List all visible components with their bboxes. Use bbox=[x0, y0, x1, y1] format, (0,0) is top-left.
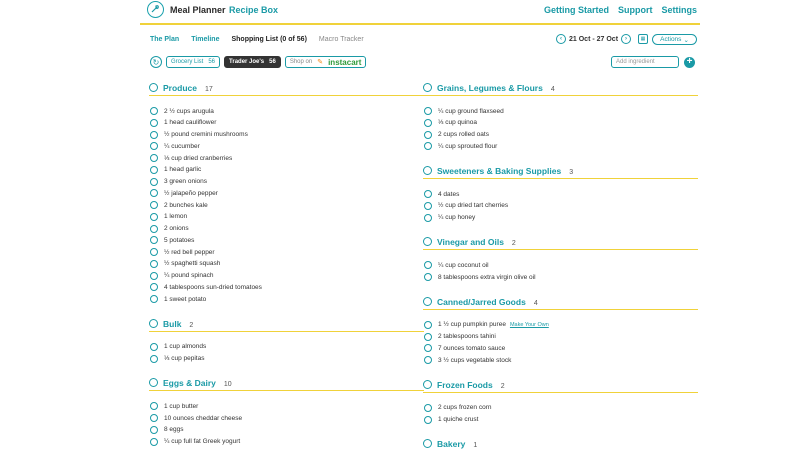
calendar-icon[interactable]: ▦ bbox=[638, 34, 648, 44]
ingredient-text: ¼ cup ground flaxseed bbox=[438, 107, 504, 115]
checkbox-circle-icon[interactable] bbox=[150, 178, 158, 186]
header-divider bbox=[140, 23, 700, 25]
list-item[interactable] bbox=[149, 401, 424, 413]
checkbox-circle-icon[interactable] bbox=[150, 131, 158, 139]
checkbox-circle-icon[interactable] bbox=[150, 402, 158, 410]
category-count: 3 bbox=[569, 169, 574, 176]
category-divider bbox=[423, 95, 698, 96]
checkbox-circle-icon[interactable] bbox=[424, 356, 432, 364]
category-count: 1 bbox=[473, 442, 478, 450]
list-item[interactable] bbox=[423, 118, 698, 130]
checkbox-circle-icon[interactable] bbox=[423, 166, 432, 175]
checkbox-circle-icon[interactable] bbox=[423, 297, 432, 306]
list-item[interactable] bbox=[423, 260, 698, 272]
category-name: Bulk 2 bbox=[163, 318, 194, 329]
ingredient-list bbox=[149, 106, 424, 306]
ingredient-text: 1 head garlic bbox=[164, 166, 202, 174]
category-count: 17 bbox=[205, 86, 213, 93]
list-item[interactable] bbox=[149, 259, 424, 271]
list-item[interactable] bbox=[423, 130, 698, 142]
category-name: Grains, Legumes & Flours 4 bbox=[437, 83, 555, 93]
checkbox-circle-icon[interactable] bbox=[150, 343, 158, 351]
support-link[interactable]: Support bbox=[617, 5, 653, 15]
list-item[interactable] bbox=[149, 235, 424, 247]
shop-on-label: Shop on bbox=[289, 59, 313, 65]
ingredient-list bbox=[423, 320, 698, 367]
checkbox-circle-icon[interactable] bbox=[150, 355, 158, 363]
ingredient-text: ½ pound cremini mushrooms bbox=[164, 131, 248, 138]
list-item[interactable] bbox=[423, 189, 698, 201]
checkbox-circle-icon[interactable] bbox=[150, 142, 158, 150]
instacart-button[interactable] bbox=[285, 56, 367, 68]
category-header[interactable] bbox=[149, 375, 424, 393]
category-header[interactable] bbox=[149, 80, 424, 98]
checkbox-circle-icon[interactable] bbox=[149, 83, 158, 92]
category-divider bbox=[149, 95, 424, 96]
list-item[interactable] bbox=[423, 201, 698, 213]
ingredient-text: ⅓ cup quinoa bbox=[438, 119, 478, 127]
ingredient-list bbox=[423, 189, 698, 224]
list-item[interactable] bbox=[149, 141, 424, 153]
checkbox-circle-icon[interactable] bbox=[150, 272, 158, 280]
ingredient-text: ¼ cup sprouted flour bbox=[438, 142, 498, 150]
list-item[interactable] bbox=[149, 200, 424, 212]
checkbox-circle-icon[interactable] bbox=[150, 225, 158, 233]
checkbox-circle-icon[interactable] bbox=[423, 380, 432, 389]
actions-dropdown[interactable] bbox=[652, 34, 697, 45]
ingredient-list bbox=[423, 106, 698, 153]
category-name: Vinegar and Oils 2 bbox=[437, 237, 516, 248]
tab-the-plan[interactable]: The Plan bbox=[150, 36, 180, 43]
ingredient-text: ¼ cucumber bbox=[164, 142, 200, 150]
list-item[interactable] bbox=[423, 343, 698, 355]
ingredient-text: ½ jalapeño pepper bbox=[164, 189, 218, 197]
ingredient-text: 1 cup butter bbox=[164, 402, 199, 410]
list-item[interactable] bbox=[423, 332, 698, 344]
instacart-logo: instacart bbox=[328, 57, 362, 67]
getting-started-link[interactable]: Getting Started bbox=[543, 5, 609, 15]
ingredient-text: 8 eggs bbox=[164, 426, 184, 434]
actions-label: Actions bbox=[660, 36, 682, 43]
checkbox-circle-icon[interactable] bbox=[423, 439, 432, 448]
list-item[interactable] bbox=[149, 437, 424, 449]
category-divider bbox=[423, 178, 698, 179]
list-item[interactable] bbox=[149, 177, 424, 189]
category-header[interactable] bbox=[423, 80, 698, 98]
checkbox-circle-icon[interactable] bbox=[424, 119, 432, 127]
list-item[interactable] bbox=[149, 342, 424, 354]
category-header[interactable] bbox=[423, 234, 698, 252]
checkbox-circle-icon[interactable] bbox=[150, 166, 158, 174]
grocery-list-pill[interactable] bbox=[166, 56, 220, 68]
chevron-right-icon[interactable]: › bbox=[621, 34, 631, 44]
ingredient-text: 2 cups frozen corn bbox=[438, 404, 492, 412]
date-navigator bbox=[556, 34, 648, 44]
make-your-own-link[interactable]: Make Your Own bbox=[509, 322, 549, 329]
checkbox-circle-icon[interactable] bbox=[424, 214, 432, 222]
checkbox-circle-icon[interactable] bbox=[150, 236, 158, 244]
checkbox-circle-icon[interactable] bbox=[150, 283, 158, 291]
category-header[interactable] bbox=[423, 163, 698, 181]
checkbox-circle-icon[interactable] bbox=[150, 154, 158, 162]
trader-joes-pill[interactable] bbox=[224, 56, 281, 68]
ingredient-text: ½ spaghetti squash bbox=[164, 260, 221, 268]
checkbox-circle-icon[interactable] bbox=[150, 426, 158, 434]
top-bar bbox=[0, 0, 800, 24]
list-item[interactable] bbox=[149, 118, 424, 130]
ingredient-text: ¼ cup coconut oil bbox=[438, 261, 489, 269]
ingredient-text: 7 ounces tomato sauce bbox=[438, 344, 506, 352]
right-column bbox=[423, 80, 698, 451]
date-range: 21 Oct - 27 Oct bbox=[569, 35, 619, 43]
list-item[interactable] bbox=[149, 165, 424, 177]
checkbox-circle-icon[interactable] bbox=[150, 201, 158, 209]
ingredient-text: 8 tablespoons extra virgin olive oil bbox=[438, 273, 536, 281]
category-count: 2 bbox=[511, 240, 516, 248]
ingredient-text: 1 lemon bbox=[164, 213, 188, 221]
list-item[interactable] bbox=[423, 320, 698, 332]
checkbox-circle-icon[interactable] bbox=[150, 107, 158, 115]
trader-joes-count: 56 bbox=[269, 59, 276, 65]
category-divider bbox=[149, 331, 424, 332]
tab-timeline[interactable]: Timeline bbox=[191, 36, 220, 43]
grocery-list-label: Grocery List bbox=[171, 59, 204, 65]
ingredient-list bbox=[149, 401, 424, 448]
category-divider bbox=[423, 392, 698, 393]
checkbox-circle-icon[interactable] bbox=[424, 333, 432, 341]
ingredient-list bbox=[149, 342, 424, 366]
category-name: Eggs & Dairy 10 bbox=[163, 378, 232, 389]
category-header[interactable] bbox=[423, 377, 698, 395]
list-item[interactable] bbox=[149, 188, 424, 200]
checkbox-circle-icon[interactable] bbox=[150, 189, 158, 197]
category-name: Sweeteners & Baking Supplies 3 bbox=[437, 166, 574, 176]
tab-macro-tracker[interactable]: Macro Tracker bbox=[318, 36, 364, 43]
category-name: Bakery 1 bbox=[437, 439, 478, 450]
store-filter-bar bbox=[150, 56, 366, 68]
ingredient-text: 2 bunches kale bbox=[164, 201, 208, 209]
tab-shopping-list[interactable]: Shopping List (0 of 56) bbox=[231, 36, 307, 43]
checkbox-circle-icon[interactable] bbox=[424, 261, 432, 269]
checkbox-circle-icon[interactable] bbox=[424, 321, 432, 329]
ingredient-list bbox=[423, 260, 698, 284]
ingredient-text: 1 cup almonds bbox=[164, 343, 207, 351]
plus-icon[interactable]: + bbox=[684, 57, 695, 68]
ingredient-text: 1 head cauliflower bbox=[164, 119, 217, 127]
list-item[interactable] bbox=[423, 415, 698, 427]
list-item[interactable] bbox=[149, 271, 424, 283]
ingredient-text: ⅓ cup pepitas bbox=[164, 355, 205, 362]
category-header[interactable] bbox=[149, 316, 424, 334]
grocery-list-count: 56 bbox=[208, 59, 216, 65]
ingredient-text: 1 quiche crust bbox=[438, 416, 479, 423]
list-item[interactable] bbox=[149, 130, 424, 142]
ingredient-text: 3 green onions bbox=[164, 178, 208, 185]
ingredient-text: ¼ cup full fat Greek yogurt bbox=[164, 438, 241, 445]
checkbox-circle-icon[interactable] bbox=[150, 438, 158, 446]
list-item[interactable] bbox=[423, 106, 698, 118]
left-column bbox=[149, 80, 424, 448]
recipe-box-link[interactable]: Recipe Box bbox=[229, 5, 279, 15]
list-item[interactable] bbox=[423, 213, 698, 225]
list-item[interactable] bbox=[149, 153, 424, 165]
checkbox-circle-icon[interactable] bbox=[150, 295, 158, 303]
checkbox-circle-icon[interactable] bbox=[150, 248, 158, 256]
category-count: 10 bbox=[223, 381, 232, 389]
list-item[interactable] bbox=[149, 247, 424, 259]
checkbox-circle-icon[interactable] bbox=[424, 273, 432, 281]
chevron-left-icon[interactable]: ‹ bbox=[556, 34, 566, 44]
list-item[interactable] bbox=[149, 413, 424, 425]
category-divider bbox=[423, 249, 698, 250]
category-name: Frozen Foods 2 bbox=[437, 379, 505, 390]
checkbox-circle-icon[interactable] bbox=[424, 416, 432, 424]
category-name: Produce 17 bbox=[163, 83, 213, 93]
ingredient-text: 4 tablespoons sun-dried tomatoes bbox=[164, 283, 262, 291]
list-item[interactable] bbox=[149, 212, 424, 224]
ingredient-text: 4 dates bbox=[438, 190, 460, 198]
ingredient-text: 2 onions bbox=[164, 225, 189, 232]
list-item[interactable] bbox=[423, 272, 698, 284]
top-nav bbox=[544, 5, 697, 15]
checkbox-circle-icon[interactable] bbox=[149, 378, 158, 387]
checkbox-circle-icon[interactable] bbox=[149, 319, 158, 328]
list-item[interactable] bbox=[423, 403, 698, 415]
ingredient-text: ⅓ cup dried cranberries bbox=[164, 154, 233, 162]
category-count: 2 bbox=[500, 382, 505, 390]
ingredient-text: ½ red bell pepper bbox=[164, 248, 215, 256]
ingredient-text: 1 ½ cup pumpkin puree Make Your Own bbox=[438, 321, 549, 329]
category-header[interactable] bbox=[423, 436, 698, 451]
chevron-down-icon: ⌄ bbox=[683, 36, 689, 44]
checkbox-circle-icon[interactable] bbox=[150, 119, 158, 127]
ingredient-text: 3 ½ cups vegetable stock bbox=[438, 356, 512, 364]
list-item[interactable] bbox=[149, 106, 424, 118]
list-item[interactable] bbox=[149, 294, 424, 306]
add-ingredient-input[interactable]: Add ingredient bbox=[611, 56, 679, 68]
section-gap bbox=[423, 426, 698, 436]
ingredient-text: 5 potatoes bbox=[164, 236, 195, 244]
checkbox-circle-icon[interactable] bbox=[424, 131, 432, 139]
checkbox-circle-icon[interactable] bbox=[424, 107, 432, 115]
checkbox-circle-icon[interactable] bbox=[424, 142, 432, 150]
checkbox-circle-icon[interactable] bbox=[150, 414, 158, 422]
section-gap bbox=[423, 284, 698, 294]
carrot-icon: ✎ bbox=[317, 59, 324, 66]
category-count: 4 bbox=[550, 86, 555, 93]
brand-title[interactable]: Meal Planner bbox=[170, 5, 226, 15]
category-count: 2 bbox=[189, 321, 194, 329]
ingredient-text: ¼ cup honey bbox=[438, 214, 476, 221]
sub-navigation bbox=[150, 36, 364, 43]
checkbox-circle-icon[interactable] bbox=[423, 237, 432, 246]
list-item[interactable] bbox=[423, 355, 698, 367]
section-gap bbox=[423, 153, 698, 163]
category-divider bbox=[149, 390, 424, 391]
list-item[interactable] bbox=[149, 425, 424, 437]
ingredient-text: 2 ½ cups arugula bbox=[164, 107, 214, 115]
section-gap bbox=[149, 365, 424, 375]
list-item[interactable] bbox=[149, 354, 424, 366]
ingredient-list bbox=[423, 403, 698, 427]
checkbox-circle-icon[interactable] bbox=[423, 83, 432, 92]
logo-whisk-icon[interactable] bbox=[147, 1, 164, 18]
checkbox-circle-icon[interactable] bbox=[424, 202, 432, 210]
ingredient-text: ½ cup dried tart cherries bbox=[438, 202, 509, 210]
checkbox-circle-icon[interactable] bbox=[424, 190, 432, 198]
section-gap bbox=[149, 306, 424, 316]
ingredient-text: 10 ounces cheddar cheese bbox=[164, 414, 243, 422]
checkbox-circle-icon[interactable] bbox=[150, 260, 158, 268]
ingredient-text: 2 cups rolled oats bbox=[438, 131, 489, 138]
list-item[interactable] bbox=[149, 224, 424, 236]
list-item[interactable] bbox=[149, 282, 424, 294]
checkbox-circle-icon[interactable] bbox=[424, 404, 432, 412]
list-item[interactable] bbox=[423, 141, 698, 153]
checkbox-circle-icon[interactable] bbox=[424, 344, 432, 352]
checkbox-circle-icon[interactable] bbox=[150, 213, 158, 221]
refresh-icon[interactable]: ↻ bbox=[150, 56, 162, 68]
section-gap bbox=[423, 224, 698, 234]
ingredient-text: 1 sweet potato bbox=[164, 295, 207, 303]
category-header[interactable] bbox=[423, 294, 698, 312]
section-gap bbox=[423, 367, 698, 377]
ingredient-text: 2 tablespoons tahini bbox=[438, 333, 496, 340]
category-name: Canned/Jarred Goods 4 bbox=[437, 296, 538, 307]
category-divider bbox=[423, 309, 698, 310]
settings-link[interactable]: Settings bbox=[661, 5, 697, 15]
trader-joes-label: Trader Joe's bbox=[229, 59, 265, 65]
ingredient-text: ¼ pound spinach bbox=[164, 272, 214, 279]
category-count: 4 bbox=[533, 299, 538, 307]
